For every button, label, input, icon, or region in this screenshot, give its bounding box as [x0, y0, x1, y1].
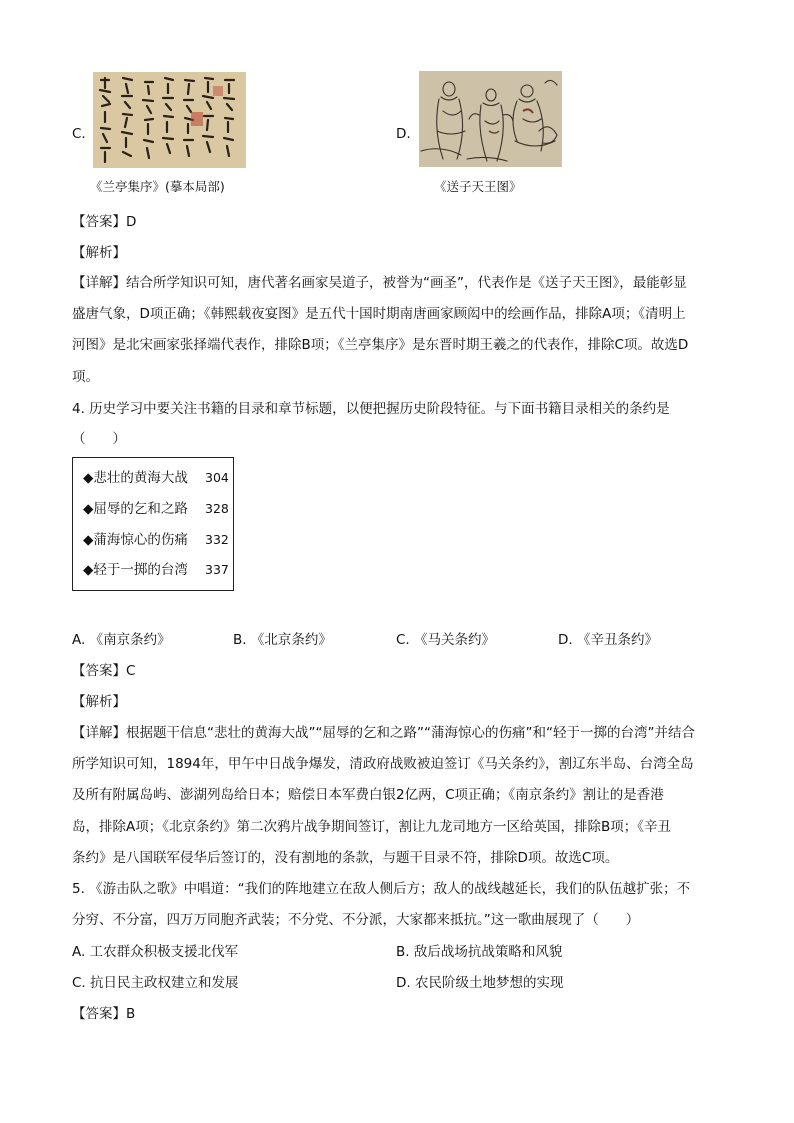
toc-entry-page: 337	[205, 562, 229, 577]
songzi-tianwang-painting-image	[419, 71, 562, 167]
q4-detail-line: 岛，排除A项；《北京条约》第二次鸦片战争期间签订，割让九龙司地方一区给英国，排除B项；《辛丑	[72, 819, 671, 835]
q5-stem-line: 分穷、不分富，四万万同胞齐武装；不分党、不分派，大家都来抵抗。”这一歌曲展现了（ ）	[72, 912, 640, 928]
q4-answer: 【答案】C	[72, 663, 136, 679]
lanting-calligraphy-image	[93, 72, 246, 168]
q3-answer: 【答案】D	[72, 214, 137, 230]
option-c-letter: C.	[72, 126, 86, 142]
q5-answer: 【答案】B	[72, 1006, 136, 1022]
option-d-letter: D.	[396, 126, 411, 142]
q4-option-b: B. 《北京条约》	[233, 632, 332, 648]
q4-option-d: D. 《辛丑条约》	[558, 632, 658, 648]
q4-option-a: A. 《南京条约》	[72, 632, 171, 648]
painting-figures	[419, 71, 562, 167]
q3-detail-line: 河图》是北宋画家张择端代表作，排除B项；《兰亭集序》是东晋时期王羲之的代表作，排除C项。故选D	[72, 337, 689, 353]
q4-stem-line: （ ）	[72, 431, 126, 447]
q4-detail-line: 条约》是八国联军侵华后签订的，没有割地的条款，与题干目录不符，排除D项。故选C项。	[72, 850, 619, 866]
q4-analysis-label: 【解析】	[72, 694, 126, 710]
q4-option-c: C. 《马关条约》	[396, 632, 496, 648]
q3-detail-line: 盛唐气象，D项正确；《韩熙载夜宴图》是五代十国时期南唐画家顾闳中的绘画作品，排除A项；《清明上	[72, 306, 686, 322]
toc-entry-title: ◆蒲海惊心的伤痛	[83, 532, 188, 548]
toc-entry-title: ◆屈辱的乞和之路	[83, 501, 188, 517]
q5-stem-line: 5. 《游击队之歌》中唱道：“我们的阵地建立在敌人侧后方；敌人的战线越延长，我们的队伍越扩张；不	[72, 881, 691, 897]
q3-detail-line: 【详解】结合所学知识可知，唐代著名画家吴道子，被誉为“画圣”，代表作是《送子天王图》，最能彰显	[72, 275, 687, 291]
calligraphy-strokes	[93, 72, 246, 168]
option-d-caption: 《送子天王图》	[434, 179, 522, 194]
q5-option-d: D. 农民阶级土地梦想的实现	[396, 975, 564, 991]
toc-entry-title: ◆悲壮的黄海大战	[83, 470, 188, 486]
q3-analysis-label: 【解析】	[72, 245, 126, 261]
book-toc-box	[72, 457, 234, 591]
toc-entry-page: 332	[205, 532, 229, 547]
q5-option-b: B. 敌后战场抗战策略和风貌	[396, 944, 563, 960]
q5-option-a: A. 工农群众积极支援北伐军	[72, 944, 239, 960]
toc-entry-page: 304	[205, 470, 229, 485]
q5-option-c: C. 抗日民主政权建立和发展	[72, 975, 239, 991]
q4-detail-line: 及所有附属岛屿、澎湖列岛给日本；赔偿日本军费白银2亿两，C项正确；《南京条约》割让的是香港	[72, 787, 664, 803]
toc-entry-page: 328	[205, 501, 229, 516]
toc-entry-title: ◆轻于一掷的台湾	[83, 562, 188, 578]
option-c-caption: 《兰亭集序》(摹本局部)	[90, 179, 225, 194]
q4-stem-line: 4. 历史学习中要关注书籍的目录和章节标题，以便把握历史阶段特征。与下面书籍目录相关的条约是	[72, 401, 670, 417]
q4-detail-line: 所学知识可知，1894年，甲午中日战争爆发，清政府战败被迫签订《马关条约》，割辽东半岛、台湾全岛	[72, 756, 694, 772]
q3-detail-line: 项。	[72, 369, 99, 385]
q4-detail-line: 【详解】根据题干信息“悲壮的黄海大战”“屈辱的乞和之路”“蒲海惊心的伤痛”和“轻于一掷的台湾”并结合	[72, 725, 695, 741]
